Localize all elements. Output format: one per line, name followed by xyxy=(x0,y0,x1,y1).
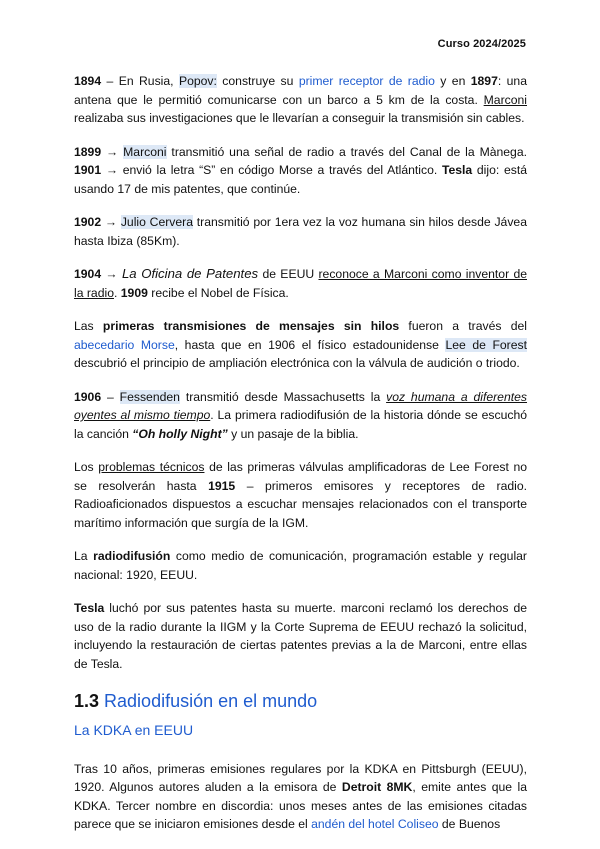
morse-alphabet-link[interactable]: abecedario Morse xyxy=(74,337,175,352)
tesla-bold: Tesla xyxy=(441,163,473,177)
year-1904: 1904 xyxy=(74,267,102,281)
year-1894: 1894 xyxy=(74,74,102,88)
text: . xyxy=(113,285,121,300)
text: → xyxy=(101,267,122,281)
paragraph-1902 xyxy=(74,213,527,250)
tesla-bold: Tesla xyxy=(74,601,105,615)
text: Las xyxy=(74,319,103,333)
text: → xyxy=(101,144,124,159)
text: realizaba sus investigaciones que le llevarían a conseguir la transmisión sin cables. xyxy=(74,111,525,125)
text: transmitió una señal de radio a través del Canal de la Mànega. xyxy=(166,144,527,159)
song-title: “Oh holly Night” xyxy=(132,426,228,441)
text: La xyxy=(74,549,94,563)
technical-problems-underline: problemas técnicos xyxy=(98,460,205,474)
text: – En Rusia, xyxy=(101,74,179,88)
first-receiver-link[interactable]: primer receptor de radio xyxy=(298,74,435,88)
year-1915: 1915 xyxy=(208,478,236,493)
detroit-bold: Detroit 8MK xyxy=(341,780,413,794)
text: construye su xyxy=(216,74,299,88)
text: , emite antes que la KDKA. Tercer nombre en discordia: unos meses antes de las emisiones citadas parece que se iniciaron emisiones desde el xyxy=(74,780,528,831)
paragraph-technical-problems xyxy=(74,458,527,532)
text: luchó por sus patentes hasta su muerte. marconi reclamó los derechos de uso de la radio durante la IIGM y la Corte Suprema de EEUU rechazó la solicitud, incluyendo la restauración de ciertas patentes previas a la de Marconi, entre ellas de Tesla. xyxy=(74,601,527,671)
year-1902: 1902 xyxy=(74,215,102,229)
section-heading xyxy=(74,689,527,713)
text: Tras 10 años, primeras emisiones regulares por la KDKA en Pittsburgh (EEUU), 1920. Algunos autores aluden a la emisora de xyxy=(74,761,527,794)
text: de Buenos xyxy=(438,817,501,831)
text: , hasta que en 1906 el físico estadounidense xyxy=(174,337,446,352)
marconi-underline: Marconi xyxy=(483,92,527,107)
text: dijo: está usando 17 de mis patentes, que continúe. xyxy=(74,163,527,196)
text: y un pasaje de la biblia. xyxy=(227,426,359,441)
subsection-heading: La KDKA en EEUU xyxy=(74,722,194,738)
paragraph-1899 xyxy=(74,143,527,199)
text: – primeros emisores y receptores de radio. Radioaficionados dispuestos a escuchar mensajes relacionados con el transporte marítimo información que surgía de la IGM. xyxy=(74,478,528,530)
text: – xyxy=(101,389,120,404)
year-1899: 1899 xyxy=(74,144,102,159)
paragraph-kdka xyxy=(74,760,527,834)
text: transmitió desde Massachusetts la xyxy=(179,389,387,404)
text: recibe el Nobel de Física. xyxy=(147,285,289,300)
paragraph-1904 xyxy=(74,265,527,302)
section-title: Radiodifusión en el mundo xyxy=(99,691,318,711)
document-body xyxy=(74,72,527,849)
text: como medio de comunicación, programación estable y regular nacional: 1920, EEUU. xyxy=(74,549,527,582)
fessenden-highlight: Fessenden xyxy=(119,389,180,404)
text: descubrió el principio de ampliación electrónica con la válvula de audición o triodo. xyxy=(74,356,520,370)
text: → xyxy=(101,215,121,229)
text: . La primera radiodifusión de la historia dónde se escuchó la canción xyxy=(74,408,527,441)
broadcasting-bold: radiodifusión xyxy=(93,549,171,563)
text: de las primeras válvulas amplificadoras de Lee Forest no se resolverán hasta xyxy=(74,460,527,493)
text: : una antena que le permitió comunicarse con un barco a 5 km de la costa. xyxy=(74,74,527,107)
year-1901: 1901 xyxy=(74,163,102,177)
section-number: 1.3 xyxy=(74,691,100,711)
popov-highlight: Popov: xyxy=(178,74,217,88)
lee-de-forest-highlight: Lee de Forest xyxy=(445,337,527,352)
recognizes-marconi-underline: reconoce a Marconi como inventor de la radio xyxy=(74,267,527,300)
course-header: Curso 2024/2025 xyxy=(437,38,526,50)
text: y en xyxy=(434,74,471,88)
marconi-highlight: Marconi xyxy=(123,144,167,159)
text: transmitió por 1era vez la voz humana sin hilos desde Jávea hasta Ibiza (85Km). xyxy=(74,215,527,248)
human-voice-underline: voz humana a diferentes oyentes al mismo tiempo xyxy=(74,389,528,422)
paragraph-1906 xyxy=(74,388,527,444)
paragraph-1894 xyxy=(74,72,527,128)
hotel-coliseo-link[interactable]: andén del hotel Coliseo xyxy=(311,817,439,831)
text: de EEUU xyxy=(258,267,319,281)
paragraph-first-transmissions xyxy=(74,317,527,373)
paragraph-broadcasting xyxy=(74,547,527,584)
patent-office-italic: La Oficina de Patentes xyxy=(121,266,259,281)
first-transmissions-bold: primeras transmisiones de mensajes sin hilos xyxy=(102,319,400,333)
year-1906: 1906 xyxy=(74,389,102,404)
year-1909: 1909 xyxy=(120,285,148,300)
text: → envió la letra “S” en código Morse a través del Atlántico. xyxy=(101,163,442,177)
julio-cervera-highlight: Julio Cervera xyxy=(120,215,193,229)
year-1897: 1897 xyxy=(470,74,498,88)
text: fueron a través del xyxy=(399,319,527,333)
paragraph-tesla xyxy=(74,599,527,673)
text: Los xyxy=(74,460,99,474)
